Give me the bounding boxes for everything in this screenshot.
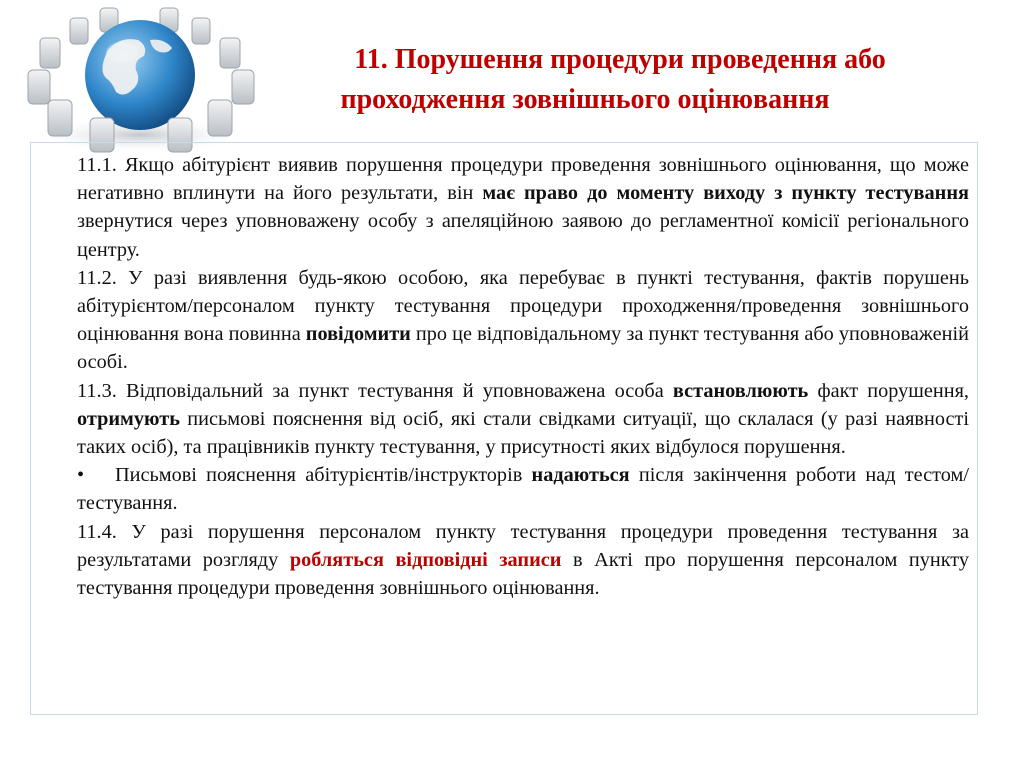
p2-text: 11.2. У разі виявлення будь-якою особою, яка перебуває в пункті тестування, фактів порушень абітурієнтом/персоналом пункту тестування процедури проходження/проведення зовнішнього оцінювання вона повинна [77, 266, 969, 346]
bullet-icon: • [77, 464, 85, 487]
content-box [30, 142, 978, 715]
paragraph-11-3 [77, 377, 969, 462]
p2-text-end: про це відповідальному за пункт тестування або уповноваженій особі. [77, 323, 969, 374]
p5-text-end: в Акті про порушення персоналом пункту тестування процедури проведення зовнішнього оцінювання. [77, 548, 970, 600]
p3-text-end: письмові пояснення від осіб, які стали свідками ситуації, що склалася (у разі наявності таких осіб), та працівників пункту тестування, у присутності яких відбулося порушення. [77, 407, 969, 459]
paragraph-11-4 [77, 518, 969, 603]
p5-highlight: робляться відповідні записи [289, 548, 562, 571]
title-line-1: 11. Порушення процедури проведення або [354, 44, 886, 75]
p3-text: 11.3. Відповідальний за пункт тестування й уповноважена особа [77, 379, 673, 402]
p2-bold: повідомити [305, 323, 411, 346]
p4-text-end: після закінчення роботи над тестом/тестування. [77, 464, 969, 515]
p1-bold: має право до моменту виходу з пункту тестування [482, 182, 969, 205]
paragraph-11-1 [77, 151, 969, 264]
bullet-item [77, 461, 969, 517]
p5-text: 11.4. У разі порушення персоналом пункту тестування процедури проведення тестування за результатами розгляду [77, 520, 969, 571]
title-line-2: проходження зовнішнього оцінювання [340, 84, 830, 115]
p4-text: Письмові пояснення абітурієнтів/інструкторів [115, 464, 532, 487]
p3-text-mid: факт порушення, [808, 379, 969, 402]
p4-bold: надаються [531, 464, 630, 487]
p3-bold-1: встановлюють [672, 379, 809, 402]
paragraph-11-2 [77, 264, 969, 377]
p3-bold-2: отримують [77, 407, 180, 430]
p1-text-end: звернутися через уповноважену особу з апеляційною заявою до регламентної комісії регіонального центру. [77, 210, 969, 261]
slide-title [270, 40, 970, 120]
p1-text: 11.1. Якщо абітурієнт виявив порушення процедури проведення зовнішнього оцінювання, що може негативно вплинути на його результати, він [77, 154, 969, 205]
